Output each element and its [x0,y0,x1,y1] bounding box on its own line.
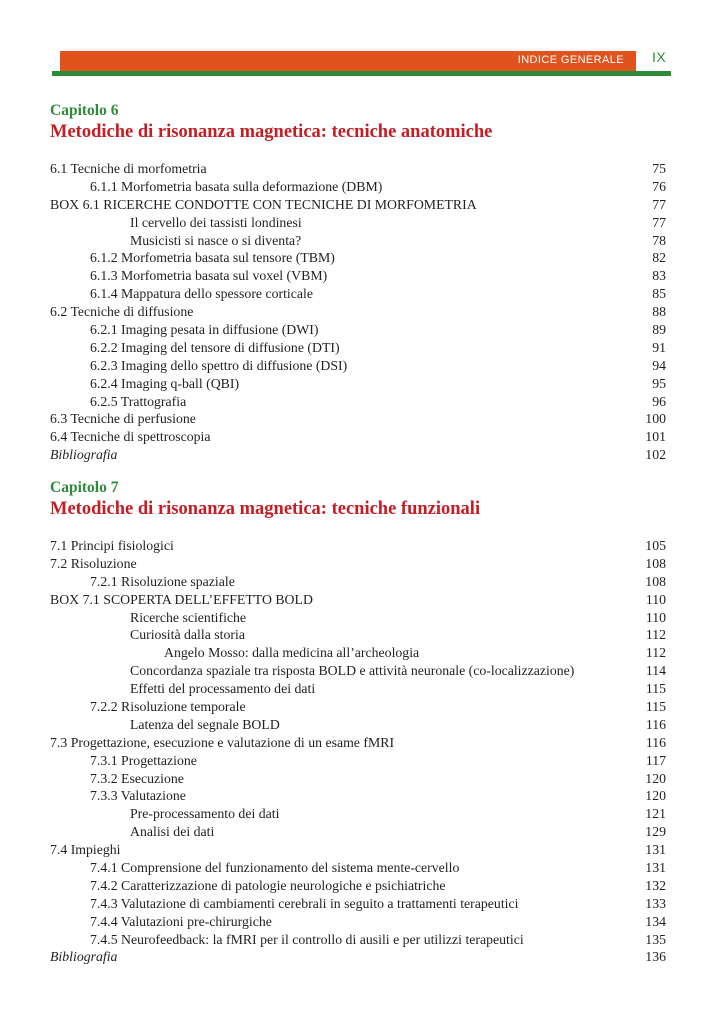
toc-entry-title: 6.1.3 Morfometria basata sul voxel (VBM) [90,268,328,284]
header-rule [52,71,671,76]
toc-entry-title: 7.4.1 Comprensione del funzionamento del sistema mente-cervello [90,860,460,876]
toc-entry[interactable] [50,948,666,966]
toc-entry[interactable] [50,573,666,591]
chapter-7-toc [50,537,666,966]
toc-entry-page: 116 [645,734,666,750]
toc-entry-title: 6.1 Tecniche di morfometria [50,161,207,176]
toc-entry-title: 7.4 Impieghi [50,842,121,858]
toc-entry[interactable] [50,428,666,446]
toc-entry[interactable] [50,680,666,698]
toc-entry[interactable] [50,626,666,644]
toc-entry-page: 136 [645,949,666,965]
toc-entry-title: 6.2.2 Imaging del tensore di diffusione (DTI) [90,339,340,355]
toc-entry-title: 7.2 Risoluzione [50,555,137,571]
toc-entry[interactable] [50,232,666,250]
toc-entry[interactable] [50,178,666,196]
chapter-title: Metodiche di risonanza magnetica: tecniche anatomiche [50,122,493,142]
toc-entry[interactable] [50,877,666,895]
toc-entry-page: 131 [645,860,666,876]
toc-entry-title: 7.3 Progettazione, esecuzione e valutazione di un esame fMRI [50,734,395,750]
toc-entry[interactable] [50,895,666,913]
toc-entry-page: 77 [652,196,666,212]
toc-entry-title: Analisi dei dati [130,824,215,840]
toc-entry[interactable] [50,339,666,357]
toc-entry-page: 135 [645,931,666,947]
header-bar [60,51,636,71]
toc-entry[interactable] [50,787,666,805]
toc-entry[interactable] [50,410,666,428]
toc-entry[interactable] [50,321,666,339]
toc-entry-page: 91 [652,339,666,355]
toc-entry[interactable] [50,357,666,375]
toc-entry[interactable] [50,841,666,859]
toc-entry-page: 129 [645,824,666,840]
toc-entry[interactable] [50,823,666,841]
toc-entry[interactable] [50,698,666,716]
toc-entry[interactable] [50,537,666,555]
chapter-number: Capitolo 6 [50,102,119,119]
toc-entry-page: 115 [645,699,666,715]
toc-entry[interactable] [50,375,666,393]
toc-entry[interactable] [50,716,666,734]
toc-entry-title: 6.1.4 Mappatura dello spessore corticale [90,286,313,302]
toc-entry-title: 6.1.1 Morfometria basata sulla deformazione (DBM) [90,178,383,194]
toc-entry-title: 6.2.3 Imaging dello spettro di diffusione (DSI) [90,357,348,373]
toc-entry-page: 85 [652,286,666,302]
toc-entry[interactable] [50,859,666,877]
toc-entry-title: 7.3.1 Progettazione [90,752,197,768]
toc-entry[interactable] [50,555,666,573]
toc-entry[interactable] [50,644,666,662]
toc-entry-title: Bibliografia [50,949,118,965]
page-number: IX [652,49,667,65]
toc-entry-title: 7.4.2 Caratterizzazione di patologie neurologiche e psichiatriche [90,877,446,893]
toc-entry-page: 102 [645,447,666,463]
toc-entry[interactable] [50,160,666,178]
toc-entry-page: 117 [645,752,666,768]
toc-entry[interactable] [50,913,666,931]
toc-entry[interactable] [50,393,666,411]
toc-entry-page: 120 [645,788,666,804]
toc-entry-page: 78 [652,232,666,248]
toc-entry[interactable] [50,196,666,214]
toc-entry[interactable] [50,805,666,823]
toc-entry-page: 77 [652,214,666,230]
toc-entry-page: 114 [645,663,666,679]
toc-entry-title: 7.4.4 Valutazioni pre-chirurgiche [90,913,272,929]
toc-entry-page: 112 [645,645,666,661]
toc-entry[interactable] [50,303,666,321]
toc-entry-title: Ricerche scientifiche [130,609,247,625]
toc-entry-page: 105 [645,538,666,553]
toc-entry-title: BOX 7.1 SCOPERTA DELL’EFFETTO BOLD [50,591,313,607]
toc-entry-title: 6.2.5 Trattografia [90,393,187,409]
toc-entry[interactable] [50,931,666,949]
toc-entry-title: 7.3.3 Valutazione [90,788,186,804]
toc-entry-page: 100 [645,411,666,427]
section-label: INDICE GENERALE [517,54,624,66]
chapter-number: Capitolo 7 [50,479,119,496]
toc-entry[interactable] [50,591,666,609]
toc-entry-page: 88 [652,304,666,320]
toc-entry-page: 110 [645,591,666,607]
toc-entry-title: 6.2.4 Imaging q-ball (QBI) [90,375,240,391]
toc-entry-title: Pre-processamento dei dati [130,806,280,822]
toc-entry-title: 6.4 Tecniche di spettroscopia [50,429,211,445]
toc-entry-page: 96 [652,393,666,409]
chapter-6-toc [50,160,666,464]
toc-entry-page: 94 [652,357,666,373]
toc-entry[interactable] [50,446,666,464]
toc-entry-page: 82 [652,250,666,266]
toc-entry-page: 76 [652,178,666,194]
toc-entry-page: 112 [645,627,666,643]
toc-entry-page: 116 [645,716,666,732]
toc-entry-page: 108 [645,573,666,589]
toc-entry-title: 6.3 Tecniche di perfusione [50,411,196,427]
toc-entry-page: 120 [645,770,666,786]
toc-entry-title: Effetti del processamento dei dati [130,681,316,697]
toc-entry-page: 89 [652,322,666,338]
toc-entry-page: 131 [645,842,666,858]
toc-entry-title: 6.2.1 Imaging pesata in diffusione (DWI) [90,322,319,338]
toc-entry-page: 133 [645,895,666,911]
toc-entry[interactable] [50,267,666,285]
toc-entry-title: 7.3.2 Esecuzione [90,770,184,786]
toc-entry[interactable] [50,752,666,770]
toc-entry[interactable] [50,285,666,303]
toc-entry-title: Il cervello dei tassisti londinesi [130,214,302,230]
chapter-6-heading [50,102,670,143]
toc-entry-title: 6.1.2 Morfometria basata sul tensore (TBM) [90,250,335,266]
toc-entry-title: Bibliografia [50,447,118,463]
toc-entry-title: BOX 6.1 RICERCHE CONDOTTE CON TECNICHE DI MORFOMETRIA [50,196,477,212]
toc-entry-page: 121 [645,806,666,822]
toc-entry-page: 101 [645,429,666,445]
toc-entry-page: 110 [645,609,666,625]
toc-entry-title: 7.2.1 Risoluzione spaziale [90,573,235,589]
toc-entry-page: 75 [652,161,666,176]
chapter-title: Metodiche di risonanza magnetica: tecniche funzionali [50,499,481,519]
toc-entry[interactable] [50,609,666,627]
toc-entry-title: 6.2 Tecniche di diffusione [50,304,194,320]
toc-entry-page: 132 [645,877,666,893]
toc-entry-title: 7.4.3 Valutazione di cambiamenti cerebrali in seguito a trattamenti terapeutici [90,895,519,911]
toc-entry-title: 7.4.5 Neurofeedback: la fMRI per il controllo di ausili e per utilizzi terapeutici [90,931,524,947]
toc-entry-page: 134 [645,913,666,929]
toc-entry-page: 108 [645,555,666,571]
toc-entry-page: 115 [645,681,666,697]
toc-entry[interactable] [50,770,666,788]
chapter-7-heading [50,479,670,520]
toc-entry[interactable] [50,662,666,680]
toc-entry[interactable] [50,249,666,267]
toc-entry-title: 7.1 Principi fisiologici [50,538,174,553]
toc-entry-title: Musicisti si nasce o si diventa? [130,232,302,248]
toc-entry[interactable] [50,214,666,232]
toc-entry-page: 83 [652,268,666,284]
toc-entry-title: Curiosità dalla storia [130,627,245,643]
toc-entry[interactable] [50,734,666,752]
toc-entry-title: Angelo Mosso: dalla medicina all’archeologia [164,645,420,661]
toc-entry-title: Concordanza spaziale tra risposta BOLD e attività neuronale (co-localizzazione) [130,663,575,679]
toc-entry-page: 95 [652,375,666,391]
toc-entry-title: Latenza del segnale BOLD [130,716,280,732]
toc-entry-title: 7.2.2 Risoluzione temporale [90,699,246,715]
